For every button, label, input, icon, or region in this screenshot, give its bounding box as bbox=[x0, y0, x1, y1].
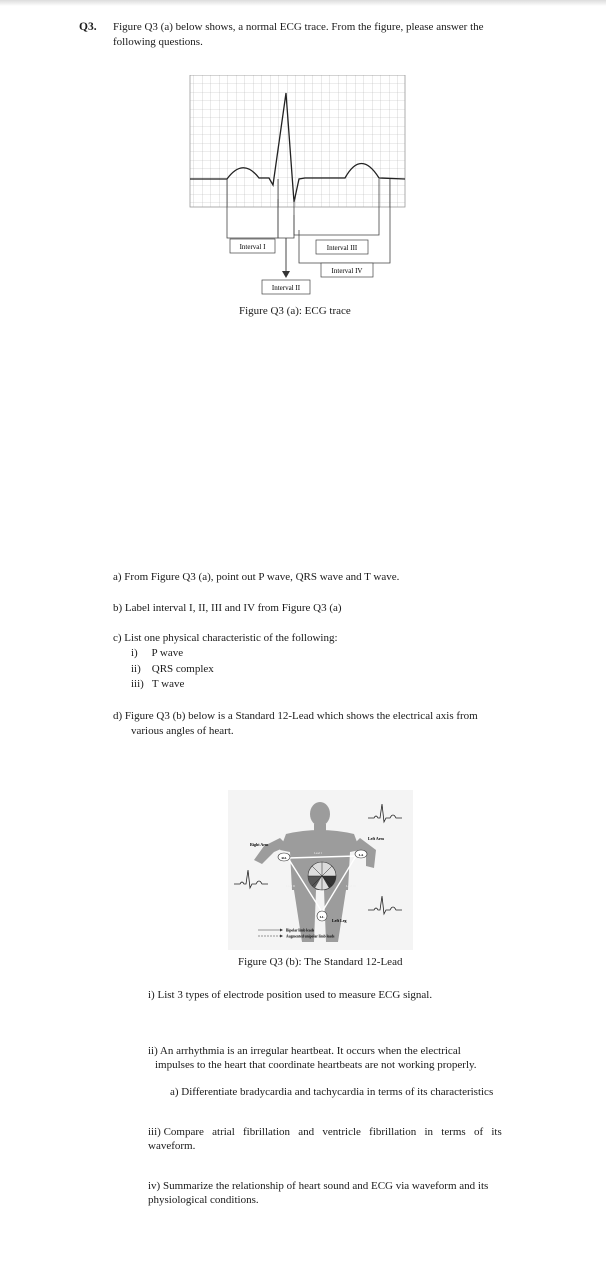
question-intro-line1: Figure Q3 (a) below shows, a normal ECG trace. From the figure, please answer the bbox=[113, 21, 484, 33]
lead2-label: Lead II bbox=[286, 884, 295, 888]
subquestion-ii-a: a) Differentiate bradycardia and tachycardia in terms of its characteristics bbox=[170, 1086, 494, 1098]
figure-b-caption: Figure Q3 (b): The Standard 12-Lead bbox=[238, 956, 403, 968]
left-leg-label: Left Leg bbox=[332, 918, 347, 923]
part-b: b) Label interval I, II, III and IV from Figure Q3 (a) bbox=[113, 602, 342, 614]
arrow-head-icon bbox=[282, 271, 290, 278]
interval-2-label: Interval II bbox=[271, 284, 301, 292]
figure-a-caption: Figure Q3 (a): ECG trace bbox=[239, 305, 351, 317]
part-c-item-3: iii) T wave bbox=[131, 678, 185, 690]
subquestion-ii-line2: impulses to the heart that coordinate heartbeats are not working properly. bbox=[155, 1059, 477, 1071]
subquestion-iv-line2: physiological conditions. bbox=[148, 1194, 259, 1206]
lead3-label: Lead III bbox=[346, 884, 356, 888]
twelve-lead-figure bbox=[228, 790, 413, 950]
part-c-item-2: ii) QRS complex bbox=[131, 663, 214, 675]
right-arm-label: Right Arm bbox=[250, 842, 269, 847]
lead1-label: Lead I bbox=[314, 851, 322, 855]
subquestion-ii-line1: ii) An arrhythmia is an irregular heartbeat. It occurs when the electrical bbox=[148, 1045, 461, 1057]
part-a: a) From Figure Q3 (a), point out P wave, QRS wave and T wave. bbox=[113, 571, 400, 583]
ecg-trace-figure bbox=[185, 75, 410, 297]
question-number: Q3. bbox=[79, 21, 97, 33]
part-d-line1: d) Figure Q3 (b) below is a Standard 12-Lead which shows the electrical axis from bbox=[113, 710, 478, 722]
part-c: c) List one physical characteristic of the following: bbox=[113, 632, 338, 644]
legend-bipolar: Bipolar limb leads bbox=[286, 928, 315, 933]
part-c-item-1: i) P wave bbox=[131, 647, 184, 659]
subquestion-iv-line1: iv) Summarize the relationship of heart sound and ECG via waveform and its bbox=[148, 1180, 489, 1192]
top-shadow bbox=[0, 0, 606, 6]
ll-label: LL bbox=[319, 915, 325, 919]
subquestion-iii-line2: waveform. bbox=[148, 1140, 196, 1152]
subquestion-i: i) List 3 types of electrode position used to measure ECG signal. bbox=[148, 989, 433, 1001]
subquestion-iii-line1: iii) Compare atrial fibrillation and ventricle fibrillation in terms of its bbox=[148, 1126, 502, 1138]
ra-label: RA bbox=[281, 856, 287, 860]
part-d-line2: various angles of heart. bbox=[131, 725, 234, 737]
question-intro-line2: following questions. bbox=[113, 36, 203, 48]
interval-3-label: Interval III bbox=[326, 244, 358, 252]
interval-4-label: Interval IV bbox=[331, 267, 363, 275]
interval-1-label: Interval I bbox=[239, 243, 266, 251]
legend-augmented: Augmented unipolar limb leads bbox=[286, 934, 335, 939]
left-arm-label: Left Arm bbox=[368, 836, 384, 841]
la-label: LA bbox=[358, 853, 364, 857]
